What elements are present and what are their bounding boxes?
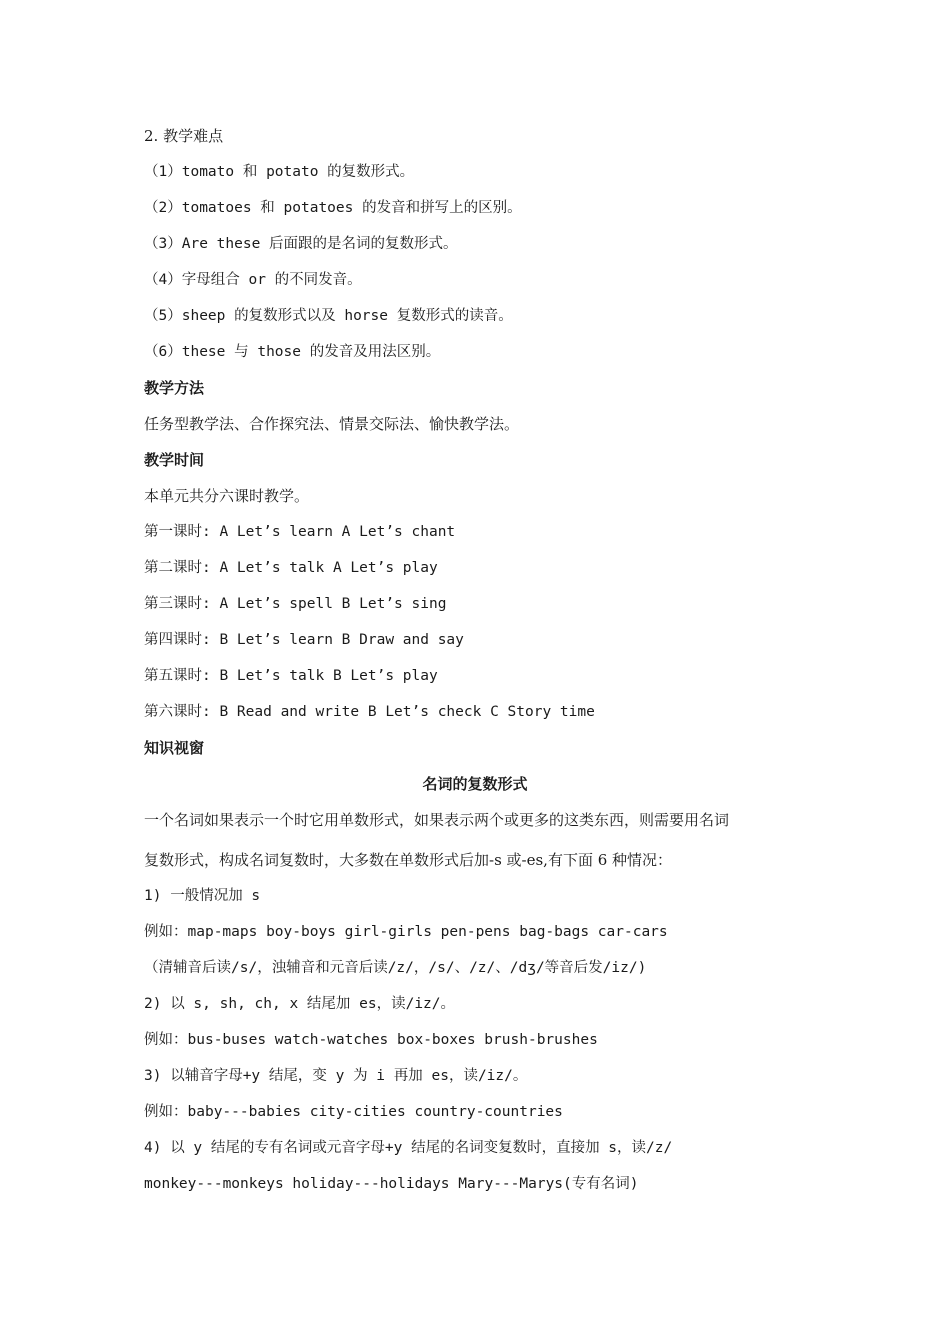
knowledge-intro-line-2: 复数形式，构成名词复数时，大多数在单数形式后加-s 或-es,有下面 6 种情况： — [144, 851, 673, 869]
lesson-5: 第五课时: B Let’s talk B Let’s play — [144, 668, 438, 684]
rule-3-example: 例如：baby---babies city-cities country-countries — [144, 1104, 563, 1120]
rule-4: 4) 以 y 结尾的专有名词或元音字母+y 结尾的名词变复数时，直接加 s，读/z/ — [144, 1140, 673, 1156]
difficulty-item-4: （4）字母组合 or 的不同发音。 — [144, 272, 362, 288]
lesson-2: 第二课时: A Let’s talk A Let’s play — [144, 560, 438, 576]
lesson-6: 第六课时: B Read and write B Let’s check C Story time — [144, 704, 595, 720]
methods-heading: 教学方法 — [144, 379, 205, 397]
knowledge-heading: 知识视窗 — [144, 739, 205, 757]
difficulty-item-6: （6）these 与 those 的发音及用法区别。 — [144, 344, 441, 360]
difficulty-heading: 2. 教学难点 — [144, 127, 224, 145]
difficulty-item-2: （2）tomatoes 和 potatoes 的发音和拼写上的区别。 — [144, 200, 522, 216]
knowledge-title: 名词的复数形式 — [422, 775, 528, 793]
lesson-3: 第三课时: A Let’s spell B Let’s sing — [144, 596, 447, 612]
rule-2-example: 例如：bus-buses watch-watches box-boxes brush-brushes — [144, 1032, 598, 1048]
lesson-4: 第四课时: B Let’s learn B Draw and say — [144, 632, 464, 648]
time-heading: 教学时间 — [144, 451, 205, 469]
knowledge-intro-line-1: 一个名词如果表示一个时它用单数形式，如果表示两个或更多的这类东西，则需要用名词 — [144, 811, 730, 829]
rule-4-example: monkey---monkeys holiday---holidays Mary---Marys(专有名词) — [144, 1176, 639, 1192]
difficulty-item-1: （1）tomato 和 potato 的复数形式。 — [144, 164, 415, 180]
rule-1-note: （清辅音后读/s/，浊辅音和元音后读/z/，/s/、/z/、/dʒ/等音后发/iz/) — [144, 960, 647, 976]
rule-1-example: 例如：map-maps boy-boys girl-girls pen-pens bag-bags car-cars — [144, 924, 668, 940]
time-intro: 本单元共分六课时教学。 — [144, 487, 310, 505]
rule-3: 3) 以辅音字母+y 结尾，变 y 为 i 再加 es，读/iz/。 — [144, 1068, 528, 1084]
rule-1: 1) 一般情况加 s — [144, 888, 261, 904]
difficulty-item-5: （5）sheep 的复数形式以及 horse 复数形式的读音。 — [144, 308, 513, 324]
difficulty-item-3: （3）Are these 后面跟的是名词的复数形式。 — [144, 236, 458, 252]
lesson-1: 第一课时: A Let’s learn A Let’s chant — [144, 524, 456, 540]
methods-text: 任务型教学法、合作探究法、情景交际法、愉快教学法。 — [144, 415, 520, 433]
rule-2: 2) 以 s, sh, ch, x 结尾加 es，读/iz/。 — [144, 996, 456, 1012]
